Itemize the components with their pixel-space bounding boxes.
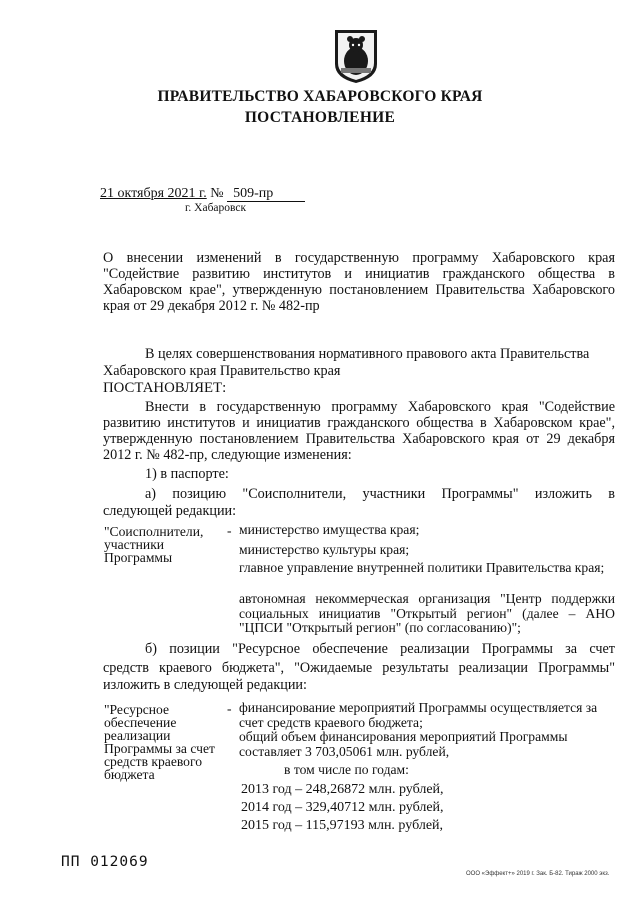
coat-of-arms-emblem <box>333 28 379 84</box>
sheet-number: ПП 012069 <box>61 854 149 870</box>
row1-entry: автономная некоммерческая организация "Центр поддержки социальных инициатив "Открытый регион" (далее – АНО "ЦПСИ "Открытый регион" (по согласованию)"; <box>239 591 615 635</box>
year-line: 2014 год – 329,40712 млн. рублей, <box>241 800 444 815</box>
item-1: 1) в паспорте: <box>145 466 229 482</box>
row1-entry: министерство имущества края; <box>239 522 420 537</box>
row2-entry: в том числе по годам: <box>284 762 409 777</box>
row2-dash: - <box>227 701 232 716</box>
intro-paragraph: Внести в государственную программу Хабаровского края "Содействие развитию институтов и инициатив гражданского общества в Хабаровском крае", утвержденную постановлением Правительства Хабаровского края от 29 декабря 2012 г. № 482-пр, следующие изменения: <box>103 399 615 463</box>
city: г. Хабаровск <box>185 202 247 214</box>
item-b-end: изложить в следующей редакции: <box>103 677 307 693</box>
item-a: а) позицию "Соисполнители, участники Программы" изложить в <box>145 486 615 502</box>
row1-label: "Соисполнители, участники Программы <box>104 524 204 565</box>
row1-entry: главное управление внутренней политики Правительства края; <box>239 560 605 575</box>
government-title: ПРАВИТЕЛЬСТВО ХАБАРОВСКОГО КРАЯ <box>157 88 483 105</box>
row2-entry: общий объем финансирования мероприятий Программы составляет 3 703,05061 млн. рублей, <box>239 729 568 759</box>
decree-word: ПОСТАНОВЛЯЕТ: <box>103 380 227 396</box>
year-line: 2013 год – 248,26872 млн. рублей, <box>241 782 444 797</box>
row1-dash: - <box>227 523 232 538</box>
document-date: 21 октября 2021 г. <box>100 186 207 201</box>
document-type: ПОСТАНОВЛЕНИЕ <box>244 109 396 126</box>
number-sign: № <box>210 186 224 201</box>
year-line: 2015 год – 115,97193 млн. рублей, <box>241 818 444 833</box>
preamble-line-2: Хабаровского края Правительство края <box>103 363 341 379</box>
row2-label: "Ресурсное обеспечение реализации Программы за счет средств краевого бюджета <box>104 702 215 782</box>
document-number: 509-пр <box>227 187 305 202</box>
registration-line <box>100 186 305 202</box>
document-subject: О внесении изменений в государственную программу Хабаровского края "Содействие развитию институтов и инициатив гражданского общества в Хабаровском крае", утвержденную постановлением Правительства Хабаровского края от 29 декабря 2012 г. № 482-пр <box>103 250 615 314</box>
row1-entry: министерство культуры края; <box>239 542 410 557</box>
item-b-continuation: средств краевого бюджета", "Ожидаемые результаты реализации Программы" <box>103 660 615 676</box>
item-a-continuation: следующей редакции: <box>103 503 237 519</box>
preamble-line-1: В целях совершенствования нормативного правового акта Правительства <box>145 346 590 362</box>
printer-imprint: ООО «Эффект+» 2019 г. Зак. Б-82. Тираж 2000 экз. <box>466 871 610 877</box>
item-b: б) позиции "Ресурсное обеспечение реализации Программы за счет <box>145 641 615 657</box>
row2-entry: финансирование мероприятий Программы осуществляется за счет средств краевого бюджета; <box>239 700 598 730</box>
